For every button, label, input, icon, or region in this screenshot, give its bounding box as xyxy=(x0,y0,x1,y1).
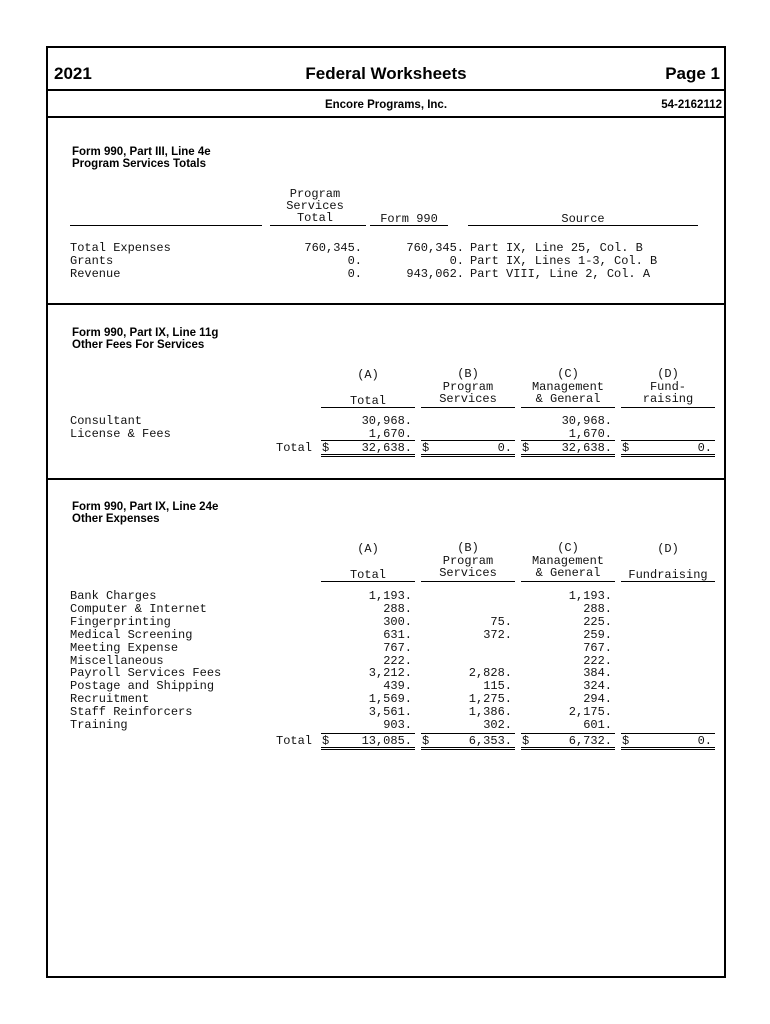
table-cell: 288. xyxy=(583,601,612,616)
table-cell: 1,670. xyxy=(368,427,412,441)
table-cell: Part VIII, Line 2, Col. A xyxy=(470,267,651,281)
table-cell: 302. xyxy=(483,718,512,732)
section2-col-rule xyxy=(321,407,415,408)
table-cell: 3,561. xyxy=(368,705,412,720)
total-double-rule xyxy=(421,747,515,750)
table-cell: Part IX, Lines 1-3, Col. B xyxy=(470,254,658,268)
table-cell: 294. xyxy=(583,692,612,707)
table-cell: 0. xyxy=(449,254,464,268)
table-cell: 0. xyxy=(347,267,362,281)
section2-title: Form 990, Part IX, Line 11g Other Fees For Services xyxy=(72,327,219,351)
table-row-label: Bank Charges xyxy=(70,589,157,603)
total-double-rule xyxy=(321,747,415,750)
table-row-label: Meeting Expense xyxy=(70,640,179,655)
table-cell: 767. xyxy=(583,640,612,655)
header-divider xyxy=(48,89,724,91)
table-cell: 225. xyxy=(583,614,612,629)
total-double-rule xyxy=(621,454,715,457)
table-row-label: Consultant xyxy=(70,414,143,428)
total-label: Total xyxy=(276,734,313,748)
table-cell: 601. xyxy=(583,718,612,732)
worksheet-page xyxy=(46,46,726,978)
section1-program-rule xyxy=(270,225,366,226)
section1-form-rule xyxy=(370,225,448,226)
table-cell: 288. xyxy=(383,601,412,616)
section3-col-d-letter: (D) xyxy=(657,542,679,556)
table-row-label: Computer & Internet xyxy=(70,601,207,616)
table-row-label: Payroll Services Fees xyxy=(70,666,222,681)
table-cell: 1,569. xyxy=(368,692,412,707)
section2-col-rule xyxy=(421,407,515,408)
table-cell: 1,670. xyxy=(568,427,612,441)
table-row-label: Medical Screening xyxy=(70,627,193,642)
currency-symbol: $ xyxy=(622,441,630,455)
total-cell: 0. xyxy=(697,734,712,748)
table-cell: 439. xyxy=(383,679,412,694)
table-cell: 760,345. xyxy=(304,241,362,255)
total-cell: 6,353. xyxy=(468,734,512,748)
section3-col-c: (C) Management & General xyxy=(531,541,604,580)
total-cell: 32,638. xyxy=(361,441,412,455)
table-row-label: Revenue xyxy=(70,267,121,281)
page-title: Federal Worksheets xyxy=(305,64,467,83)
total-double-rule xyxy=(421,454,515,457)
total-double-rule xyxy=(521,454,615,457)
table-row-label: Miscellaneous xyxy=(70,653,164,668)
tax-year: 2021 xyxy=(54,64,92,83)
section1-divider xyxy=(48,303,724,305)
section3-title: Form 990, Part IX, Line 24e Other Expenses xyxy=(72,501,219,525)
section2-divider xyxy=(48,478,724,480)
currency-symbol: $ xyxy=(322,734,330,748)
currency-symbol: $ xyxy=(622,734,630,748)
table-cell: 384. xyxy=(583,666,612,681)
section1-source-rule xyxy=(468,225,698,226)
ein: 54-2162112 xyxy=(661,99,722,111)
table-cell: 324. xyxy=(583,679,612,694)
table-cell: 372. xyxy=(483,627,512,642)
section2-col-rule xyxy=(621,407,715,408)
table-cell: 30,968. xyxy=(561,414,612,428)
table-cell: 300. xyxy=(383,614,412,629)
table-cell: 943,062. xyxy=(406,267,464,281)
currency-symbol: $ xyxy=(422,734,430,748)
total-cell: 0. xyxy=(497,441,512,455)
table-cell: 2,175. xyxy=(568,705,612,720)
section3-col-rule xyxy=(621,581,715,582)
total-cell: 6,732. xyxy=(568,734,612,748)
table-cell: 222. xyxy=(583,653,612,668)
section2-col-rule xyxy=(521,407,615,408)
total-double-rule xyxy=(321,454,415,457)
table-cell: 259. xyxy=(583,627,612,642)
table-cell: 767. xyxy=(383,640,412,655)
table-cell: 3,212. xyxy=(368,666,412,681)
table-cell: 222. xyxy=(383,653,412,668)
section1-title: Form 990, Part III, Line 4e Program Services Totals xyxy=(72,146,211,170)
table-cell: 760,345. xyxy=(406,241,464,255)
header-bottom-divider xyxy=(48,116,724,118)
section3-col-rule xyxy=(521,581,615,582)
table-row-label: Postage and Shipping xyxy=(70,679,215,694)
table-cell: 1,386. xyxy=(468,705,512,720)
table-cell: 1,193. xyxy=(568,589,612,603)
section3-col-rule xyxy=(321,581,415,582)
table-cell: 75. xyxy=(490,614,512,629)
table-row-label: Total Expenses xyxy=(70,241,171,255)
total-double-rule xyxy=(521,747,615,750)
section3-col-b: (B) Program Services xyxy=(439,541,497,580)
section3-col-d-name: Fundraising xyxy=(628,568,708,582)
table-row-label: Training xyxy=(70,718,128,732)
section2-col-d: (D) Fund- raising xyxy=(642,367,694,406)
currency-symbol: $ xyxy=(522,441,530,455)
section3-col-a-letter: (A) xyxy=(357,542,379,556)
table-row-label: Grants xyxy=(70,254,114,268)
table-cell: 1,275. xyxy=(468,692,512,707)
table-cell: 30,968. xyxy=(361,414,412,428)
table-row-label: Recruitment xyxy=(70,692,150,707)
table-cell: 631. xyxy=(383,627,412,642)
table-row-label: Staff Reinforcers xyxy=(70,705,193,720)
section1-col-program: Program Services Total xyxy=(286,187,344,225)
section3-col-a-name: Total xyxy=(349,568,386,582)
section2-col-a-name: Total xyxy=(349,394,386,408)
section1-col-form: Form 990 xyxy=(380,212,438,226)
organization-name: Encore Programs, Inc. xyxy=(324,99,448,111)
section1-label-rule xyxy=(70,225,262,226)
currency-symbol: $ xyxy=(322,441,330,455)
table-cell: 2,828. xyxy=(468,666,512,681)
table-cell: 0. xyxy=(347,254,362,268)
section2-col-a-letter: (A) xyxy=(357,368,379,382)
total-cell: 0. xyxy=(697,441,712,455)
table-cell: 903. xyxy=(383,718,412,732)
table-cell: 115. xyxy=(483,679,512,694)
total-double-rule xyxy=(621,747,715,750)
table-row-label: Fingerprinting xyxy=(70,614,171,629)
currency-symbol: $ xyxy=(522,734,530,748)
page-number: Page 1 xyxy=(665,64,720,83)
section1-col-source: Source xyxy=(561,212,605,226)
currency-symbol: $ xyxy=(422,441,430,455)
section3-col-rule xyxy=(421,581,515,582)
section2-col-b: (B) Program Services xyxy=(439,367,497,406)
table-row-label: License & Fees xyxy=(70,427,171,441)
table-cell: Part IX, Line 25, Col. B xyxy=(470,241,643,255)
total-cell: 32,638. xyxy=(561,441,612,455)
total-cell: 13,085. xyxy=(361,734,412,748)
section2-col-c: (C) Management & General xyxy=(531,367,604,406)
table-cell: 1,193. xyxy=(368,589,412,603)
total-label: Total xyxy=(276,441,313,455)
